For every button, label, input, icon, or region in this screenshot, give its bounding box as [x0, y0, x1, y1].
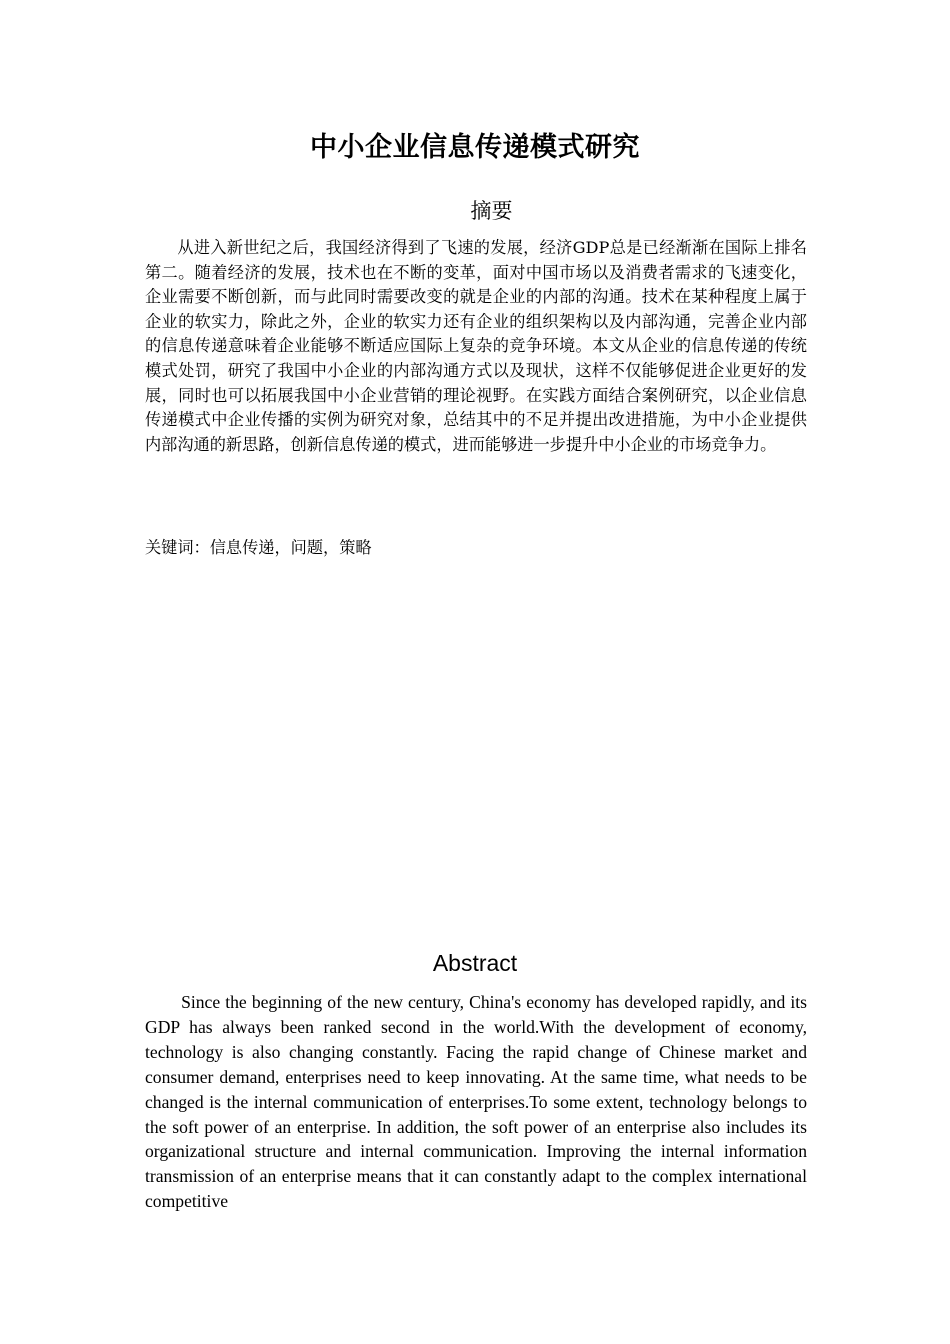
abstract-cn-heading: 摘要	[470, 199, 513, 223]
abstract-cn-body: 从进入新世纪之后，我国经济得到了飞速的发展，经济GDP总是已经渐渐在国际上排名第二。随着经济的发展，技术也在不断的变革，面对中国市场以及消费者需求的飞速变化，企业需要不断创新，而与此同时需要改变的就是企业的内部的沟通。技术在某种程度上属于企业的软实力，除此之外，企业的软实力还有企业的组织架构以及内部沟通，完善企业内部的信息传递意味着企业能够不断适应国际上复杂的竞争环境。本文从企业的信息传递的传统模式处罚，研究了我国中小企业的内部沟通方式以及现状，这样不仅能够促进企业更好的发展，同时也可以拓展我国中小企业营销的理论视野。在实践方面结合案例研究，以企业信息传递模式中企业传播的实例为研究对象，总结其中的不足并提出改进措施，为中小企业提供内部沟通的新思路，创新信息传递的模式，进而能够进一步提升中小企业的市场竞争力。	[145, 238, 807, 454]
abstract-en-heading: Abstract	[432, 950, 518, 976]
document-title: 中小企业信息传递模式研究	[310, 132, 640, 163]
keywords-label: 关键词：	[145, 538, 210, 557]
keywords-line	[145, 536, 807, 560]
abstract-en-body: Since the beginning of the new century, China's economy has developed rapidly, and its GDP has always been ranked second in the world.With the development of economy, technology is also changing constantly. Facing the rapid change of Chinese market and consumer demand, enterprises need to keep innovating. At the same time, what needs to be changed is the internal communication of enterprises.To some extent, technology belongs to the soft power of an enterprise. In addition, the soft power of an enterprise also includes its organizational structure and internal communication. Improving the internal information transmission of an enterprise means that it can constantly adapt to the complex international competitive	[145, 992, 807, 1212]
keywords-value: 信息传递，问题，策略	[209, 538, 372, 557]
